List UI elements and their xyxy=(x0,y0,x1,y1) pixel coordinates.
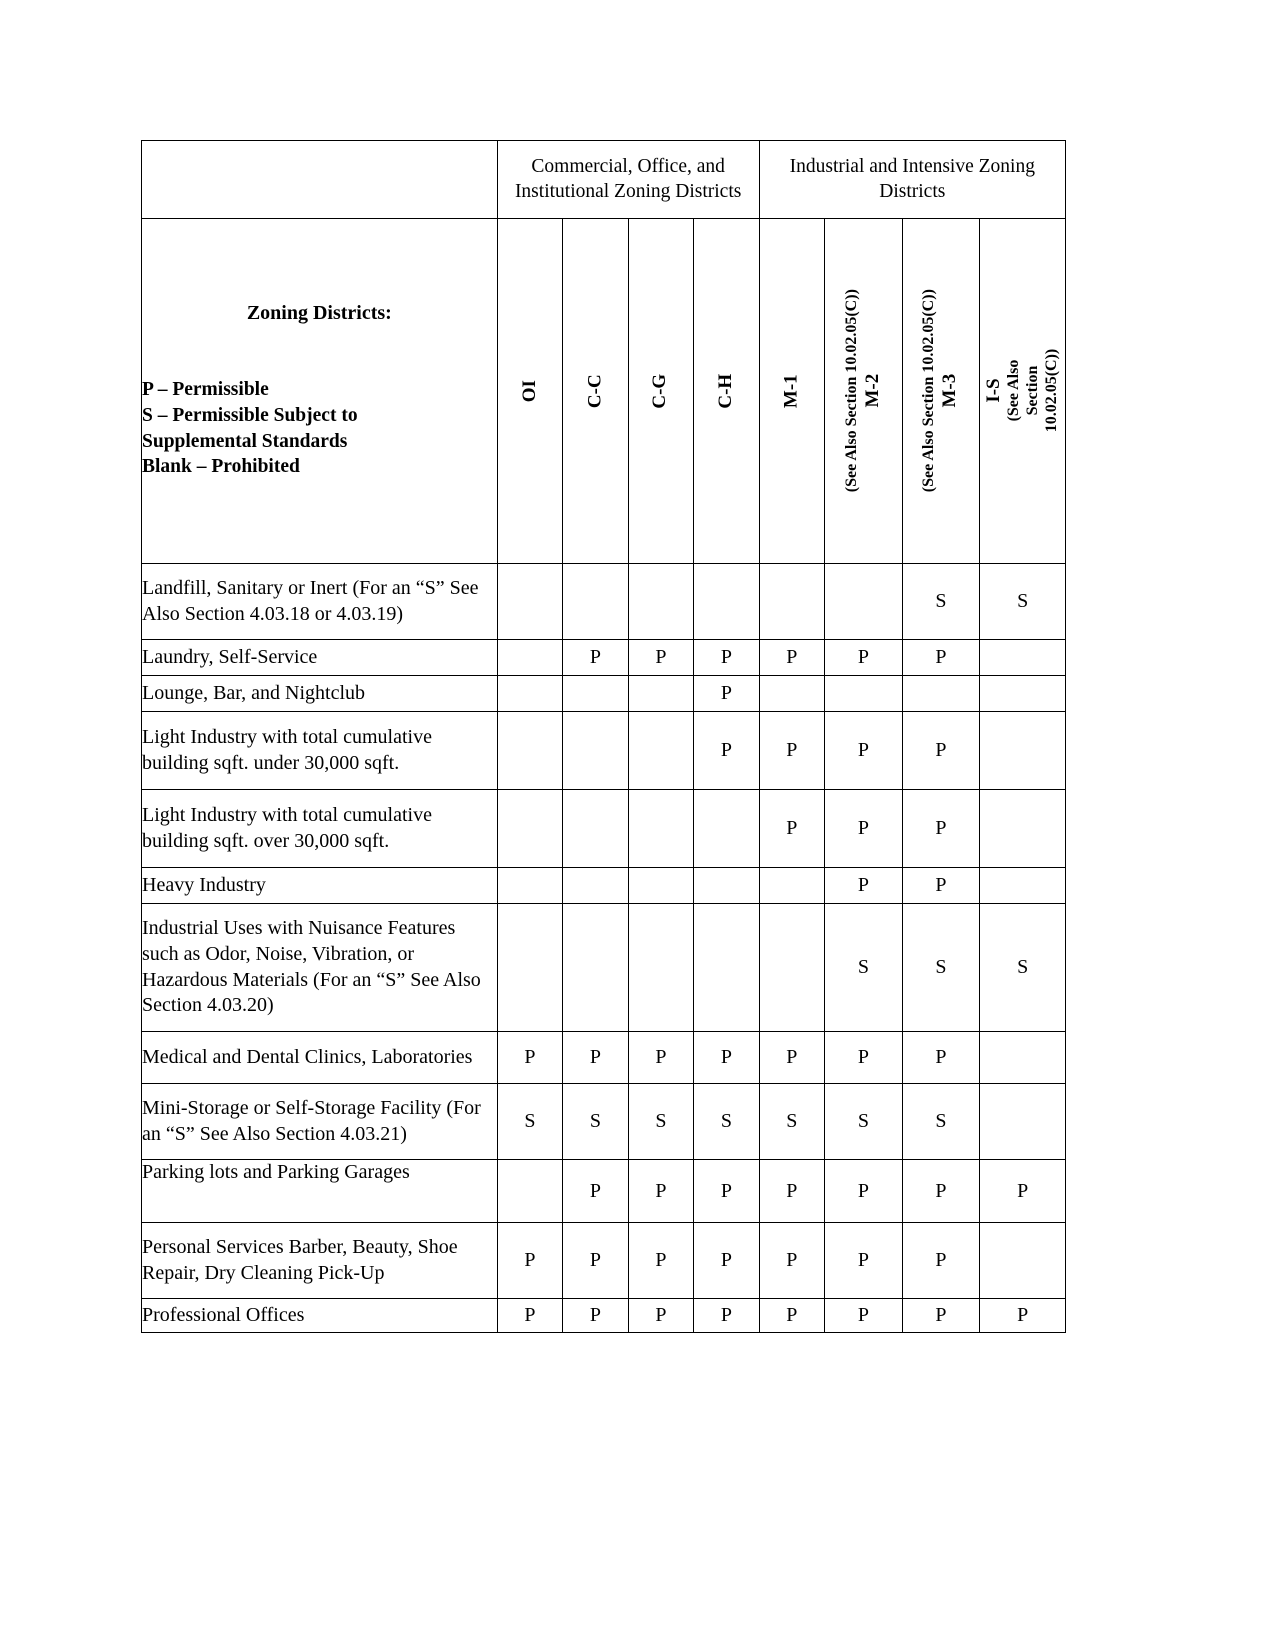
mark-is: P xyxy=(980,1160,1066,1223)
use-label: Professional Offices xyxy=(142,1299,498,1333)
use-label: Personal Services Barber, Beauty, Shoe Repair, Dry Cleaning Pick-Up xyxy=(142,1223,498,1299)
column-code-m2: M-2 xyxy=(861,374,883,408)
mark-cg xyxy=(628,676,693,712)
mark-ch: P xyxy=(694,1160,760,1223)
mark-m1: P xyxy=(759,1160,824,1223)
table-row xyxy=(142,1299,1066,1333)
mark-m2 xyxy=(825,676,903,712)
column-note-m3: (See Also Section 10.02.05(C)) xyxy=(920,289,938,493)
mark-m1: S xyxy=(759,1084,824,1160)
mark-cc: P xyxy=(563,1299,628,1333)
zoning-districts-table xyxy=(141,140,1066,1333)
mark-m3: P xyxy=(902,712,980,790)
mark-m2 xyxy=(825,564,903,640)
table-row xyxy=(142,868,1066,904)
mark-ch: P xyxy=(694,640,760,676)
column-header-cc xyxy=(563,219,628,564)
mark-ch: P xyxy=(694,1032,760,1084)
mark-m2: P xyxy=(825,1160,903,1223)
mark-m1: P xyxy=(759,1032,824,1084)
mark-m1: P xyxy=(759,1223,824,1299)
mark-cg: P xyxy=(628,1032,693,1084)
mark-m2: S xyxy=(825,1084,903,1160)
mark-ch: P xyxy=(694,1223,760,1299)
use-label: Lounge, Bar, and Nightclub xyxy=(142,676,498,712)
column-code-oi: OI xyxy=(518,379,540,403)
legend-line-supplemental-2: Supplemental Standards xyxy=(142,430,348,452)
mark-m3: P xyxy=(902,1160,980,1223)
mark-is xyxy=(980,1032,1066,1084)
mark-cg: P xyxy=(628,1160,693,1223)
table-row xyxy=(142,790,1066,868)
use-label: Medical and Dental Clinics, Laboratories xyxy=(142,1032,498,1084)
column-header-m2 xyxy=(825,219,903,564)
mark-m3: P xyxy=(902,640,980,676)
mark-is: S xyxy=(980,904,1066,1032)
mark-cg: P xyxy=(628,1223,693,1299)
mark-m2: P xyxy=(825,712,903,790)
mark-ch: S xyxy=(694,1084,760,1160)
mark-m1: P xyxy=(759,790,824,868)
column-header-m1 xyxy=(759,219,824,564)
mark-is: P xyxy=(980,1299,1066,1333)
mark-m1: P xyxy=(759,1299,824,1333)
column-code-m3: M-3 xyxy=(939,374,961,408)
legend-title: Zoning Districts: xyxy=(246,302,392,325)
use-label: Light Industry with total cumulative building sqft. under 30,000 sqft. xyxy=(142,712,498,790)
mark-oi xyxy=(497,640,562,676)
mark-cc: S xyxy=(563,1084,628,1160)
mark-is xyxy=(980,868,1066,904)
mark-is xyxy=(980,1084,1066,1160)
group-header-commercial: Commercial, Office, and Institutional Zoning Districts xyxy=(497,141,759,219)
mark-cc xyxy=(563,868,628,904)
mark-m2: P xyxy=(825,1223,903,1299)
column-code-cg: C-G xyxy=(649,373,671,409)
mark-cg xyxy=(628,790,693,868)
mark-is xyxy=(980,640,1066,676)
column-note-m2: (See Also Section 10.02.05(C)) xyxy=(842,289,860,493)
table-row xyxy=(142,1223,1066,1299)
mark-is xyxy=(980,1223,1066,1299)
column-header-oi xyxy=(497,219,562,564)
mark-ch xyxy=(694,564,760,640)
column-note-is: (See Also Section 10.02.05(C)) xyxy=(1005,349,1061,433)
mark-is: S xyxy=(980,564,1066,640)
mark-oi xyxy=(497,676,562,712)
mark-m2: P xyxy=(825,1032,903,1084)
table-row xyxy=(142,676,1066,712)
mark-cc: P xyxy=(563,1223,628,1299)
mark-cg: S xyxy=(628,1084,693,1160)
column-header-row xyxy=(142,219,1066,564)
mark-cc xyxy=(563,712,628,790)
mark-m1 xyxy=(759,868,824,904)
mark-cc xyxy=(563,790,628,868)
mark-m2: S xyxy=(825,904,903,1032)
column-code-cc: C-C xyxy=(584,374,606,408)
mark-m3: S xyxy=(902,904,980,1032)
mark-m2: P xyxy=(825,868,903,904)
mark-cg: P xyxy=(628,1299,693,1333)
mark-is xyxy=(980,676,1066,712)
table-row xyxy=(142,904,1066,1032)
table-row xyxy=(142,564,1066,640)
mark-m2: P xyxy=(825,1299,903,1333)
mark-ch xyxy=(694,868,760,904)
mark-m1 xyxy=(759,676,824,712)
mark-oi: P xyxy=(497,1223,562,1299)
mark-is xyxy=(980,712,1066,790)
mark-cc xyxy=(563,904,628,1032)
mark-ch xyxy=(694,790,760,868)
mark-oi xyxy=(497,904,562,1032)
column-header-cg xyxy=(628,219,693,564)
mark-oi: P xyxy=(497,1299,562,1333)
mark-cc xyxy=(563,564,628,640)
column-code-m1: M-1 xyxy=(780,374,802,408)
column-code-is: I-S xyxy=(983,378,1005,404)
group-header-industrial: Industrial and Intensive Zoning Districts xyxy=(759,141,1065,219)
mark-m3: P xyxy=(902,1299,980,1333)
mark-cg xyxy=(628,712,693,790)
use-label: Laundry, Self-Service xyxy=(142,640,498,676)
mark-cc: P xyxy=(563,1160,628,1223)
table-row xyxy=(142,1160,1066,1223)
mark-is xyxy=(980,790,1066,868)
column-code-ch: C-H xyxy=(715,373,737,409)
mark-cg xyxy=(628,904,693,1032)
legend-lines xyxy=(142,377,497,480)
use-label: Light Industry with total cumulative building sqft. over 30,000 sqft. xyxy=(142,790,498,868)
mark-cc: P xyxy=(563,1032,628,1084)
mark-m3: P xyxy=(902,1032,980,1084)
mark-m3 xyxy=(902,676,980,712)
document-page xyxy=(141,140,1066,1333)
use-label: Landfill, Sanitary or Inert (For an “S” See Also Section 4.03.18 or 4.03.19) xyxy=(142,564,498,640)
mark-oi xyxy=(497,868,562,904)
mark-m3: P xyxy=(902,1223,980,1299)
table-row xyxy=(142,712,1066,790)
mark-cg xyxy=(628,868,693,904)
mark-oi xyxy=(497,790,562,868)
mark-cg: P xyxy=(628,640,693,676)
use-label: Parking lots and Parking Garages xyxy=(142,1160,498,1223)
table-row xyxy=(142,1032,1066,1084)
mark-ch: P xyxy=(694,712,760,790)
column-header-is xyxy=(980,219,1066,564)
mark-m3: S xyxy=(902,1084,980,1160)
mark-cc: P xyxy=(563,640,628,676)
group-header-row xyxy=(142,141,1066,219)
mark-oi xyxy=(497,564,562,640)
mark-ch: P xyxy=(694,1299,760,1333)
mark-cc xyxy=(563,676,628,712)
mark-m2: P xyxy=(825,640,903,676)
mark-m1: P xyxy=(759,712,824,790)
mark-oi xyxy=(497,1160,562,1223)
mark-m1 xyxy=(759,904,824,1032)
legend-line-supplemental-1: S – Permissible Subject to xyxy=(142,404,358,426)
mark-ch: P xyxy=(694,676,760,712)
mark-ch xyxy=(694,904,760,1032)
legend-line-permissible: P – Permissible xyxy=(142,379,269,401)
mark-m1 xyxy=(759,564,824,640)
mark-m3: P xyxy=(902,868,980,904)
column-header-m3 xyxy=(902,219,980,564)
use-label: Industrial Uses with Nuisance Features such as Odor, Noise, Vibration, or Hazardous Materials (For an “S” See Also Section 4.03.20) xyxy=(142,904,498,1032)
mark-m2: P xyxy=(825,790,903,868)
column-header-ch xyxy=(694,219,760,564)
legend-line-prohibited: Blank – Prohibited xyxy=(142,456,300,478)
mark-oi xyxy=(497,712,562,790)
mark-oi: P xyxy=(497,1032,562,1084)
legend-cell xyxy=(142,219,498,564)
table-row xyxy=(142,640,1066,676)
mark-cg xyxy=(628,564,693,640)
use-label: Heavy Industry xyxy=(142,868,498,904)
mark-oi: S xyxy=(497,1084,562,1160)
corner-blank-cell xyxy=(142,141,498,219)
table-row xyxy=(142,1084,1066,1160)
mark-m1: P xyxy=(759,640,824,676)
use-label: Mini-Storage or Self-Storage Facility (For an “S” See Also Section 4.03.21) xyxy=(142,1084,498,1160)
mark-m3: S xyxy=(902,564,980,640)
mark-m3: P xyxy=(902,790,980,868)
